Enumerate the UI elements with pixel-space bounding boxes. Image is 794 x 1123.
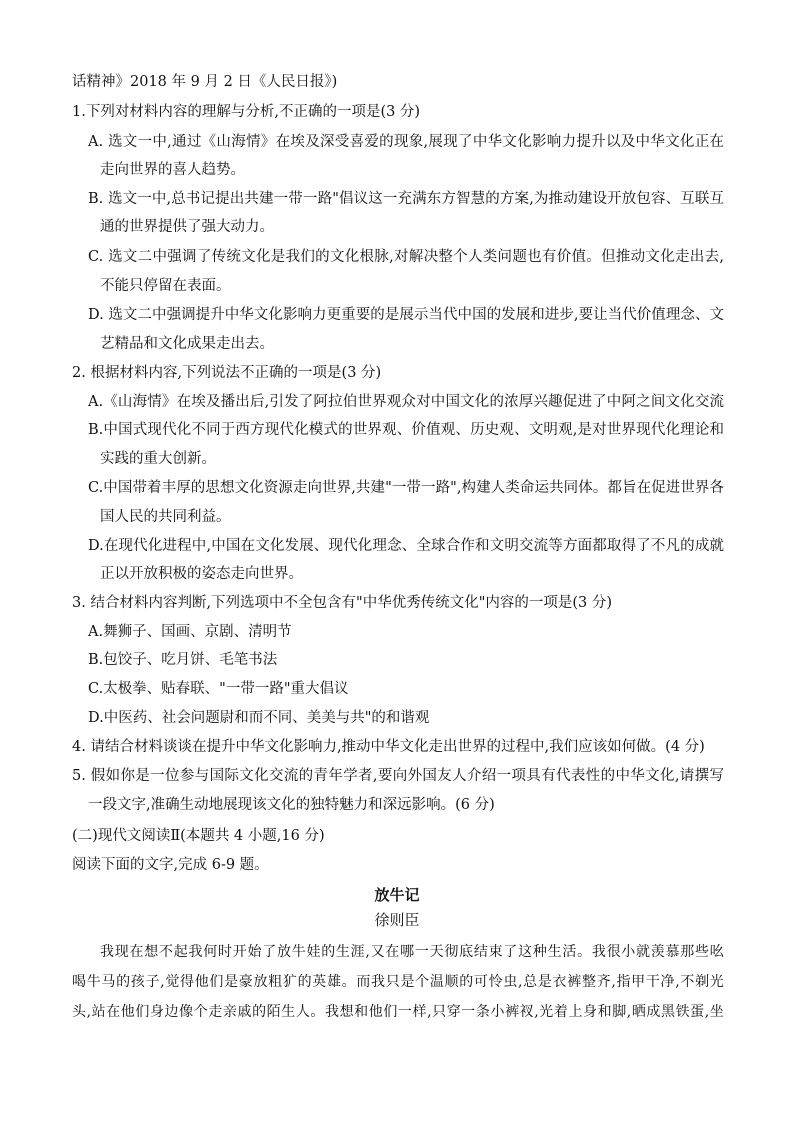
q2-option-c-line1: C.中国带着丰厚的思想文化资源走向世界,共建"一带一路",构建人类命运共同体。都旨在促进世界各 bbox=[88, 480, 724, 496]
q2-option-c-line2: 国人民的共同利益。 bbox=[100, 509, 231, 525]
q3-option-c: C.太极拳、贴春联、"一带一路"重大倡议 bbox=[88, 681, 349, 697]
q1-option-b-line1: B. 选文一中,总书记提出共建一带一路"倡议这一充满东方智慧的方案,为推动建设开放包容、互联互 bbox=[88, 191, 724, 207]
q2-option-b-line2: 实践的重大创新。 bbox=[100, 451, 216, 467]
passage-line-3: 头,站在他们身边像个走亲戚的陌生人。我想和他们一样,只穿一条小裤衩,光着上身和脚,晒成黑铁蛋,坐 bbox=[72, 1004, 724, 1020]
q5-stem-line1: 5. 假如你是一位参与国际文化交流的青年学者,要向外国友人介绍一项具有代表性的中华文化,请撰写 bbox=[72, 768, 724, 784]
q3-option-a: A.舞狮子、国画、京剧、清明节 bbox=[88, 624, 292, 640]
q1-stem: 1.下列对材料内容的理解与分析,不正确的一项是(3 分) bbox=[72, 104, 421, 120]
q1-option-c-line2: 不能只停留在表面。 bbox=[100, 278, 231, 294]
q5-stem-line2: 一段文字,准确生动地展现该文化的独特魅力和深远影响。(6 分) bbox=[88, 797, 495, 813]
passage-line-1: 我现在想不起我何时开始了放牛娃的生涯,又在哪一天彻底结束了这种生活。我很小就羡慕那些吆 bbox=[100, 944, 724, 960]
q1-option-d-line1: D. 选文二中强调提升中华文化影响力更重要的是展示当代中国的发展和进步,要让当代价值理念、文 bbox=[88, 307, 724, 323]
q3-option-b: B.包饺子、吃月饼、毛笔书法 bbox=[88, 652, 278, 668]
section2-instruction: 阅读下面的文字,完成 6-9 题。 bbox=[72, 857, 269, 873]
q1-option-d-line2: 艺精品和文化成果走出去。 bbox=[100, 336, 274, 352]
q4-stem: 4. 请结合材料谈谈在提升中华文化影响力,推动中华文化走出世界的过程中,我们应该如何做。(4 分) bbox=[72, 739, 705, 755]
q1-option-c-line1: C. 选文二中强调了传统文化是我们的文化根脉,对解决整个人类问题也有价值。但推动文化走出去, bbox=[88, 249, 724, 265]
passage-line-2: 喝牛马的孩子,觉得他们是豪放粗犷的英雄。而我只是个温顺的可怜虫,总是衣裤整齐,指甲干净,不剃光 bbox=[72, 974, 724, 990]
q1-option-a-line1: A. 选文一中,通过《山海情》在埃及深受喜爱的现象,展现了中华文化影响力提升以及中华文化正在 bbox=[88, 134, 724, 150]
q3-stem: 3. 结合材料内容判断,下列选项中不全包含有"中华优秀传统文化"内容的一项是(3 分) bbox=[72, 595, 613, 611]
q2-option-b-line1: B.中国式现代化不同于西方现代化模式的世界观、价值观、历史观、文明观,是对世界现代化理论和 bbox=[88, 422, 724, 438]
top-line: 话精神》2018 年 9 月 2 日《人民日报》) bbox=[72, 74, 338, 90]
q3-option-d: D.中医药、社会问题尉和而不同、美美与共"的和谐观 bbox=[88, 710, 430, 726]
q2-option-d-line2: 正以开放积极的姿态走向世界。 bbox=[100, 566, 303, 582]
q2-stem: 2. 根据材料内容,下列说法不正确的一项是(3 分) bbox=[72, 365, 382, 381]
passage-title: 放牛记 bbox=[374, 886, 420, 904]
q2-option-d-line1: D.在现代化进程中,中国在文化发展、现代化理念、全球合作和文明交流等方面都取得了不凡的成就 bbox=[88, 538, 724, 554]
q1-option-b-line2: 通的世界提供了强大动力。 bbox=[100, 219, 274, 235]
passage-author: 徐则臣 bbox=[374, 911, 420, 929]
q2-option-a: A.《山海情》在埃及播出后,引发了阿拉伯世界观众对中国文化的浓厚兴趣促进了中阿之间文化交流 bbox=[88, 394, 724, 410]
q1-option-a-line2: 走向世界的喜人趋势。 bbox=[100, 162, 245, 178]
section2-heading: (二)现代文阅读Ⅱ(本题共 4 小题,16 分) bbox=[72, 828, 325, 844]
